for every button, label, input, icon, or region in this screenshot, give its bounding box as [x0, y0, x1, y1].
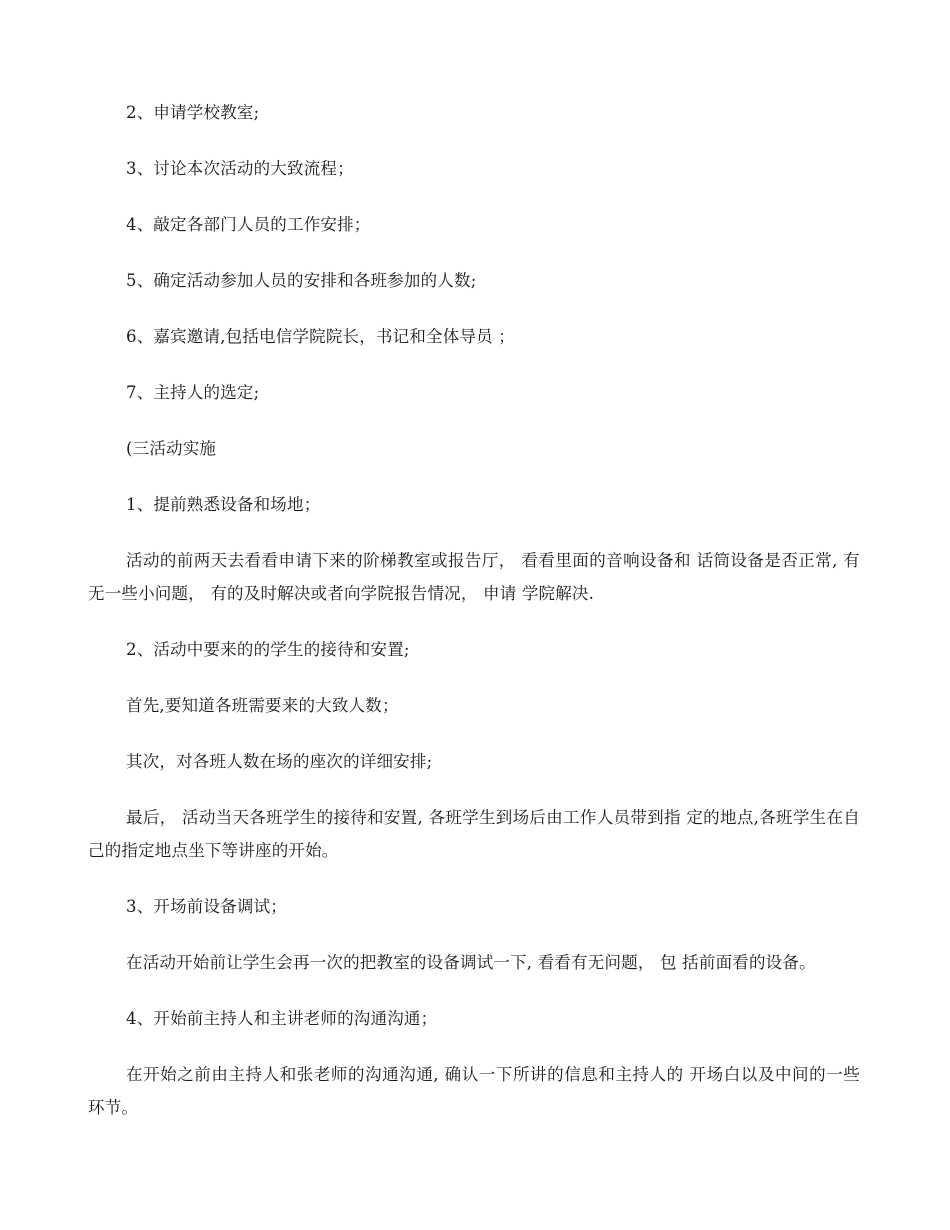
body-paragraph-venue-check: 活动的前两天去看看申请下来的阶梯教室或报告厅， 看看里面的音响设备和 话筒设备是否正常, 有无一些小问题， 有的及时解决或者向学院报告情况， 申请 学院解决. — [88, 551, 860, 603]
section-heading-implementation: (三活动实施 — [126, 439, 217, 458]
body-paragraph-host-communication: 在开始之前由主持人和张老师的沟通沟通, 确认一下所讲的信息和主持人的 开场白以及中间的一些环节。 — [88, 1065, 860, 1117]
document-body — [88, 96, 860, 1147]
list-item-staff-arrangement: 4、敲定各部门人员的工作安排； — [126, 215, 371, 234]
body-paragraph-first: 首先,要知道各班需要来的大致人数； — [126, 696, 399, 715]
list-item-host-communication: 4、开始前主持人和主讲老师的沟通沟通； — [126, 1009, 438, 1028]
list-item-familiarize-venue: 1、提前熟悉设备和场地； — [126, 495, 321, 514]
list-item-guest-invitation: 6、嘉宾邀请,包括电信学院院长，书记和全体导员 ； — [126, 327, 515, 346]
list-item-apply-classroom: 2、申请学校教室; — [126, 103, 260, 122]
list-item-discuss-flow: 3、讨论本次活动的大致流程； — [126, 159, 354, 178]
list-item-participants: 5、确定活动参加人员的安排和各班参加的人数; — [126, 271, 477, 290]
list-item-device-testing: 3、开场前设备调试； — [126, 897, 287, 916]
body-paragraph-finally: 最后， 活动当天各班学生的接待和安置, 各班学生到场后由工作人员带到指 定的地点,各班学生在自己的指定地点坐下等讲座的开始。 — [88, 808, 860, 860]
list-item-student-reception: 2、活动中要来的的学生的接待和安置; — [126, 640, 410, 659]
body-paragraph-second: 其次，对各班人数在场的座次的详细安排; — [126, 752, 433, 771]
list-item-host-selection: 7、主持人的选定; — [126, 383, 260, 402]
body-paragraph-device-testing: 在活动开始前让学生会再一次的把教室的设备调试一下, 看看有无问题， 包 括前面看的设备。 — [126, 953, 816, 972]
